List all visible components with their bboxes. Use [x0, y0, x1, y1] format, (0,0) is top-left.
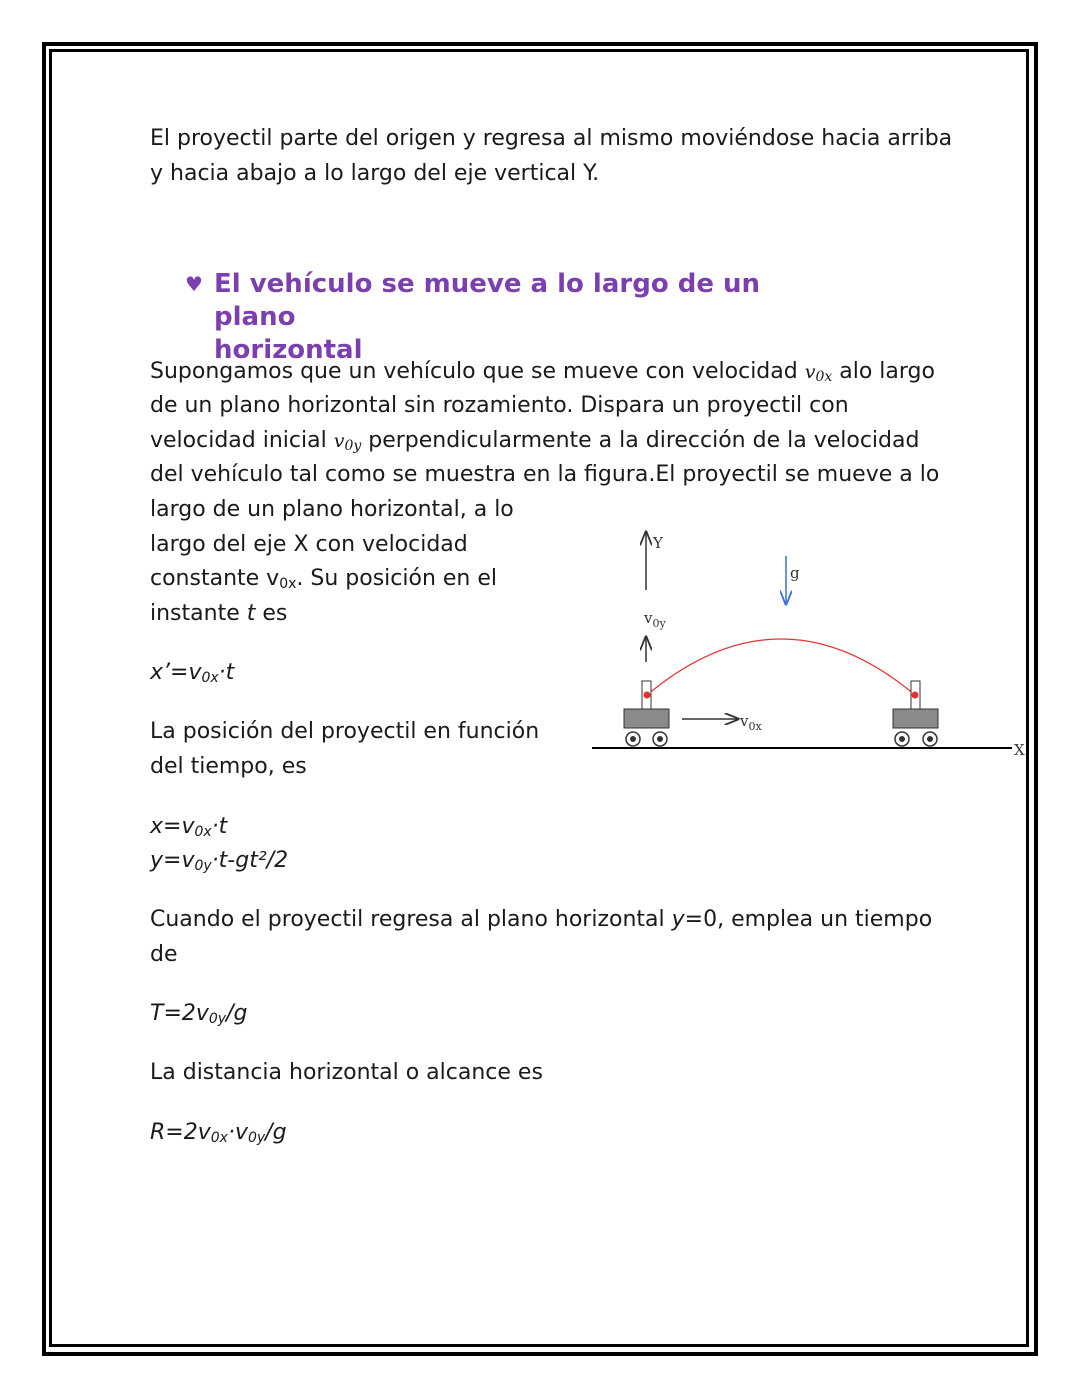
- vehicle-right: [893, 681, 938, 746]
- v0x-main: v: [740, 712, 749, 730]
- return-line-1: [150, 903, 932, 938]
- wheel-hub-icon: [927, 736, 933, 742]
- vehicle-left: [624, 681, 669, 746]
- return-line-2: de: [150, 942, 178, 967]
- label-y: Y: [653, 534, 663, 552]
- position-line-1: La posición del proyectil en función: [150, 719, 540, 744]
- eq-part: ·t-gt²/2: [211, 848, 289, 873]
- equation-R: [150, 1116, 287, 1156]
- eq-part: y=v: [150, 848, 195, 873]
- wheel-hub-icon: [657, 736, 663, 742]
- text-run: Supongamos que un vehículo que se mueve con velocidad: [150, 359, 805, 384]
- eq-subscript: 0x: [194, 824, 212, 840]
- equation-y: [150, 844, 288, 884]
- eq-part: ·t: [218, 660, 235, 685]
- v0y-main: v: [644, 609, 653, 627]
- body-line-2: de un plano horizontal sin rozamiento. Dispara un proyectil con: [150, 393, 849, 418]
- text-run: perpendicularmente a la dirección de la velocidad: [361, 428, 920, 453]
- eq-subscript: 0y: [247, 1130, 266, 1146]
- heading-line-1: El vehículo se mueve a lo largo de un plano: [214, 269, 761, 332]
- eq-part: /g: [265, 1120, 287, 1145]
- var-subscript: 0x: [815, 369, 833, 385]
- text-run: Cuando el proyectil regresa al plano horizontal: [150, 907, 672, 932]
- text-run: =0, emplea un tiempo: [684, 907, 933, 932]
- v0x-sub: 0x: [748, 720, 762, 733]
- eq-part: ·v: [227, 1120, 248, 1145]
- eq-subscript: 0x: [210, 1130, 228, 1146]
- wheel-hub-icon: [630, 736, 636, 742]
- var-subscript: 0x: [279, 576, 297, 592]
- var-y: y: [671, 907, 685, 932]
- heading-line-2: horizontal: [214, 335, 363, 365]
- equation-T: [150, 997, 247, 1037]
- text-run: es: [255, 601, 288, 626]
- intro-line-1: El proyectil parte del origen y regresa al mismo moviéndose hacia arriba: [150, 126, 953, 151]
- eq-subscript: 0x: [201, 670, 219, 686]
- v0y-sub: 0y: [652, 617, 666, 630]
- range-line: La distancia horizontal o alcance es: [150, 1060, 543, 1085]
- text-run: instante: [150, 601, 247, 626]
- equation-x-prime: [150, 656, 234, 696]
- body-line-4: del vehículo tal como se muestra en la figura.El proyectil se mueve a lo: [150, 462, 940, 487]
- eq-subscript: 0y: [208, 1011, 227, 1027]
- body-line-7: [150, 562, 497, 602]
- eq-part: R=2v: [150, 1120, 211, 1145]
- wheel-hub-icon: [899, 736, 905, 742]
- label-v0x: [739, 712, 762, 733]
- text-run: constante v: [150, 566, 280, 591]
- cart-body-right: [893, 709, 938, 728]
- landing-point: [912, 692, 919, 699]
- body-line-5: largo de un plano horizontal, a lo: [150, 497, 514, 522]
- var-t: t: [246, 601, 256, 626]
- var-subscript: 0y: [344, 438, 362, 454]
- cart-body-left: [624, 709, 669, 728]
- body-line-8: [150, 597, 287, 632]
- var-v: v: [333, 430, 345, 452]
- launch-point: [644, 692, 651, 699]
- intro-line-2: y hacia abajo a lo largo del eje vertical Y.: [150, 161, 600, 186]
- text-run: velocidad inicial: [150, 428, 334, 453]
- text-run: . Su posición en el: [296, 566, 498, 591]
- projectile-vehicle-figure: [590, 520, 1040, 770]
- label-v0y: [643, 609, 666, 630]
- eq-part: x=v: [150, 814, 195, 839]
- eq-part: T=2v: [150, 1001, 209, 1026]
- text-run: alo largo: [832, 359, 935, 384]
- eq-part: x’=v: [150, 660, 202, 685]
- body-line-6: largo del eje X con velocidad: [150, 532, 468, 557]
- position-line-2: del tiempo, es: [150, 754, 307, 779]
- eq-part: ·t: [211, 814, 228, 839]
- trajectory-curve: [647, 639, 915, 695]
- label-g: g: [790, 564, 800, 582]
- eq-subscript: 0y: [194, 858, 212, 874]
- heart-bullet-icon: ♥: [185, 272, 203, 296]
- section-heading-text: [214, 268, 814, 367]
- label-x: X: [1014, 741, 1025, 759]
- var-v: v: [804, 361, 816, 383]
- eq-part: /g: [226, 1001, 248, 1026]
